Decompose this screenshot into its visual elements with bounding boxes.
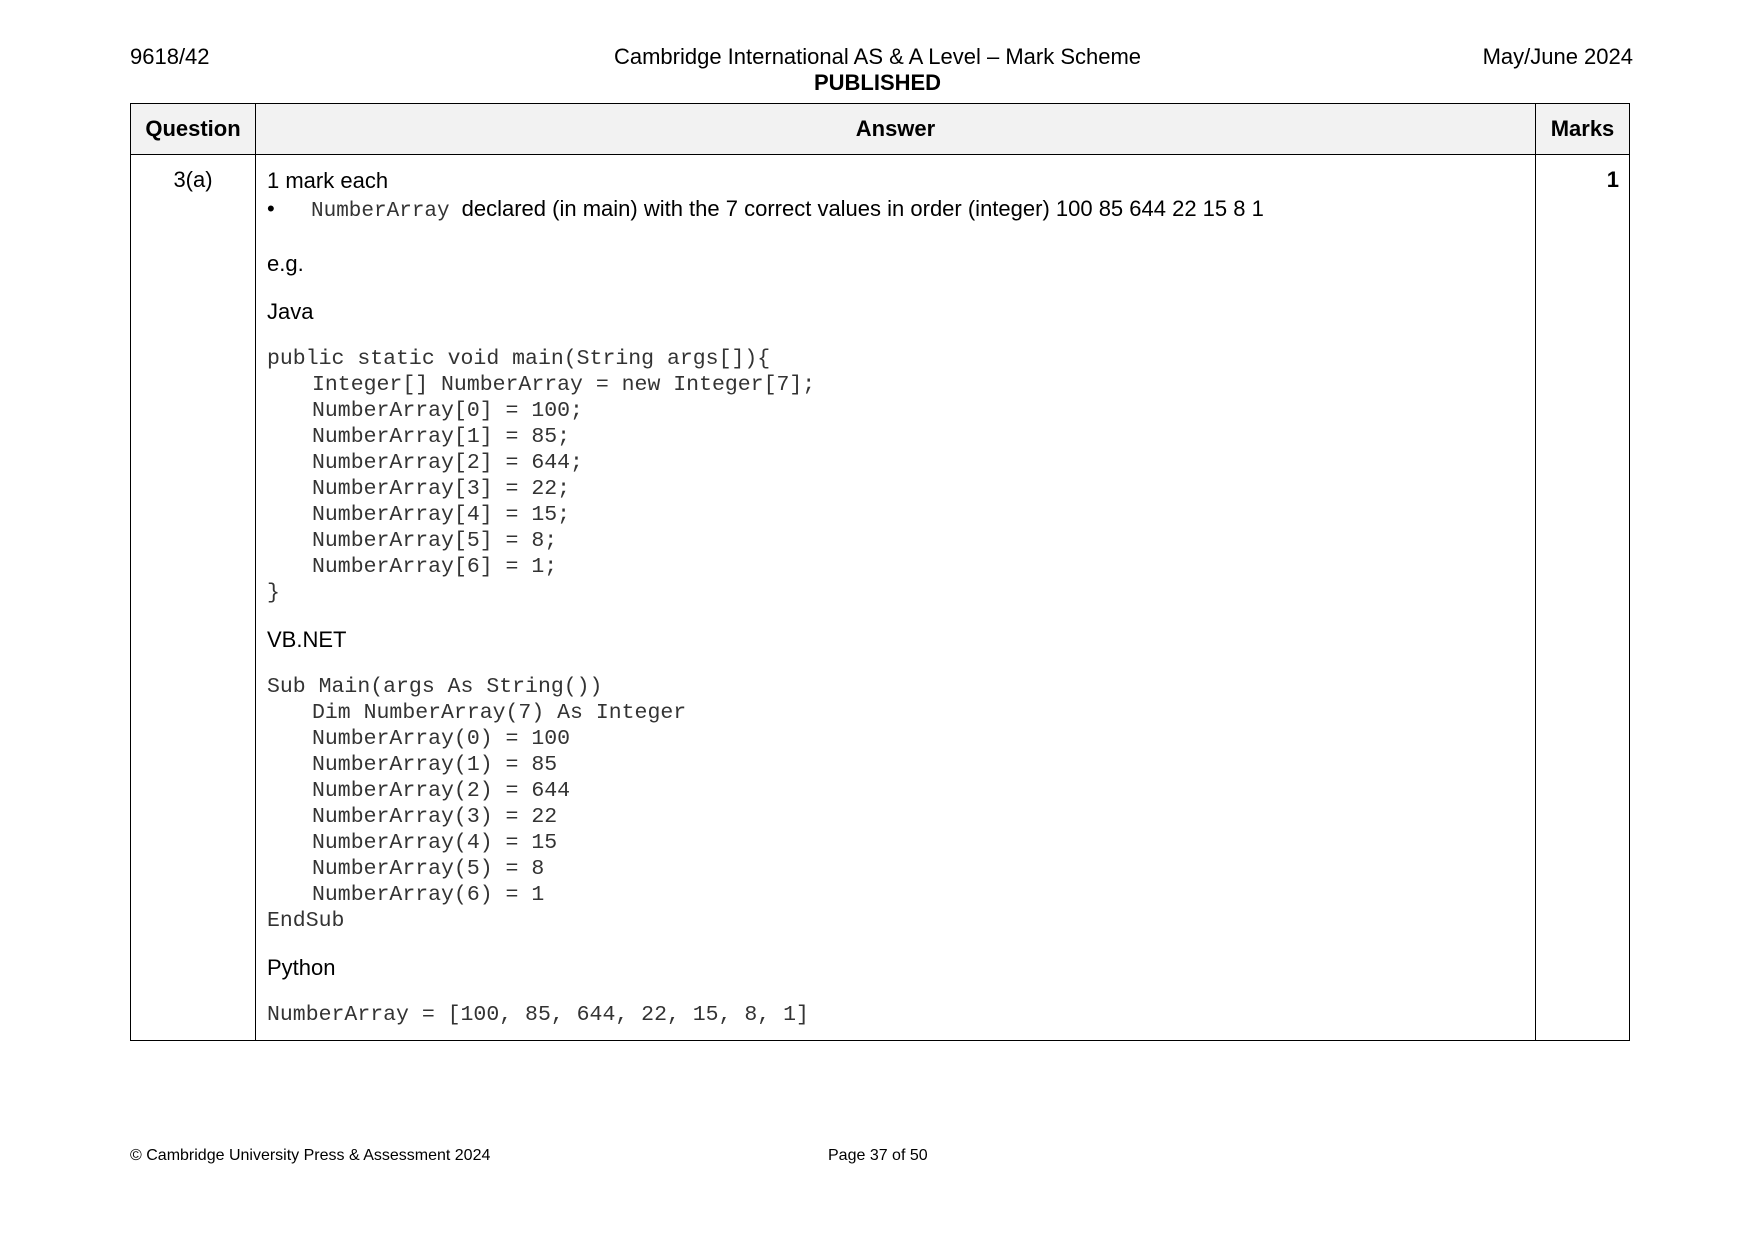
column-header-answer: Answer	[256, 104, 1536, 155]
copyright-notice: © Cambridge University Press & Assessment 2024	[130, 1147, 491, 1164]
java-code-block	[267, 346, 1525, 606]
column-header-question: Question	[131, 104, 256, 155]
code-line: EndSub	[267, 909, 345, 933]
answer-cell	[256, 155, 1536, 1041]
code-line: Integer[] NumberArray = new Integer[7];	[312, 373, 816, 397]
code-line: NumberArray[6] = 1;	[312, 555, 558, 579]
code-line: NumberArray[5] = 8;	[312, 529, 558, 553]
published-label: PUBLISHED	[813, 70, 942, 95]
paper-code: 9618/42	[130, 44, 210, 69]
code-line: NumberArray[4] = 15;	[312, 503, 571, 527]
mark-scheme-table	[130, 103, 1630, 1041]
code-line: public static void main(String args[]){	[267, 347, 771, 371]
table-row	[131, 155, 1630, 1041]
column-header-marks: Marks	[1536, 104, 1630, 155]
vbnet-label: VB.NET	[267, 627, 347, 652]
code-line: NumberArray(5) = 8	[312, 857, 545, 881]
code-line: NumberArray(6) = 1	[312, 883, 545, 907]
code-line: Dim NumberArray(7) As Integer	[312, 701, 687, 725]
python-code-line: NumberArray = [100, 85, 644, 22, 15, 8, 1]	[267, 1003, 809, 1027]
bullet-icon: •	[267, 196, 275, 221]
code-line: NumberArray(2) = 644	[312, 779, 571, 803]
mark-allocation: 1 mark each	[267, 168, 389, 193]
code-line: NumberArray(4) = 15	[312, 831, 558, 855]
python-label: Python	[267, 955, 336, 980]
code-line: NumberArray[0] = 100;	[312, 399, 583, 423]
bullet-point	[267, 195, 1525, 226]
code-line: NumberArray[1] = 85;	[312, 425, 571, 449]
code-line: NumberArray[2] = 644;	[312, 451, 583, 475]
vbnet-code-block	[267, 674, 1525, 934]
exam-session: May/June 2024	[1482, 44, 1633, 69]
bullet-variable: NumberArray	[311, 200, 450, 223]
page-number: Page 37 of 50	[828, 1147, 928, 1164]
example-label: e.g.	[267, 251, 304, 276]
code-line: }	[267, 581, 280, 605]
code-line: Sub Main(args As String())	[267, 675, 603, 699]
code-line: NumberArray(1) = 85	[312, 753, 558, 777]
code-line: NumberArray[3] = 22;	[312, 477, 571, 501]
marks-value: 1	[1536, 155, 1630, 1041]
java-label: Java	[267, 299, 314, 324]
bullet-text: declared (in main) with the 7 correct values in order (integer) 100 85 644 22 15 8 1	[461, 196, 1264, 221]
code-line: NumberArray(3) = 22	[312, 805, 558, 829]
question-number: 3(a)	[131, 155, 256, 1041]
code-line: NumberArray(0) = 100	[312, 727, 571, 751]
table-header-row	[131, 104, 1630, 155]
title-text: Cambridge International AS & A Level – Mark Scheme	[613, 44, 1142, 69]
